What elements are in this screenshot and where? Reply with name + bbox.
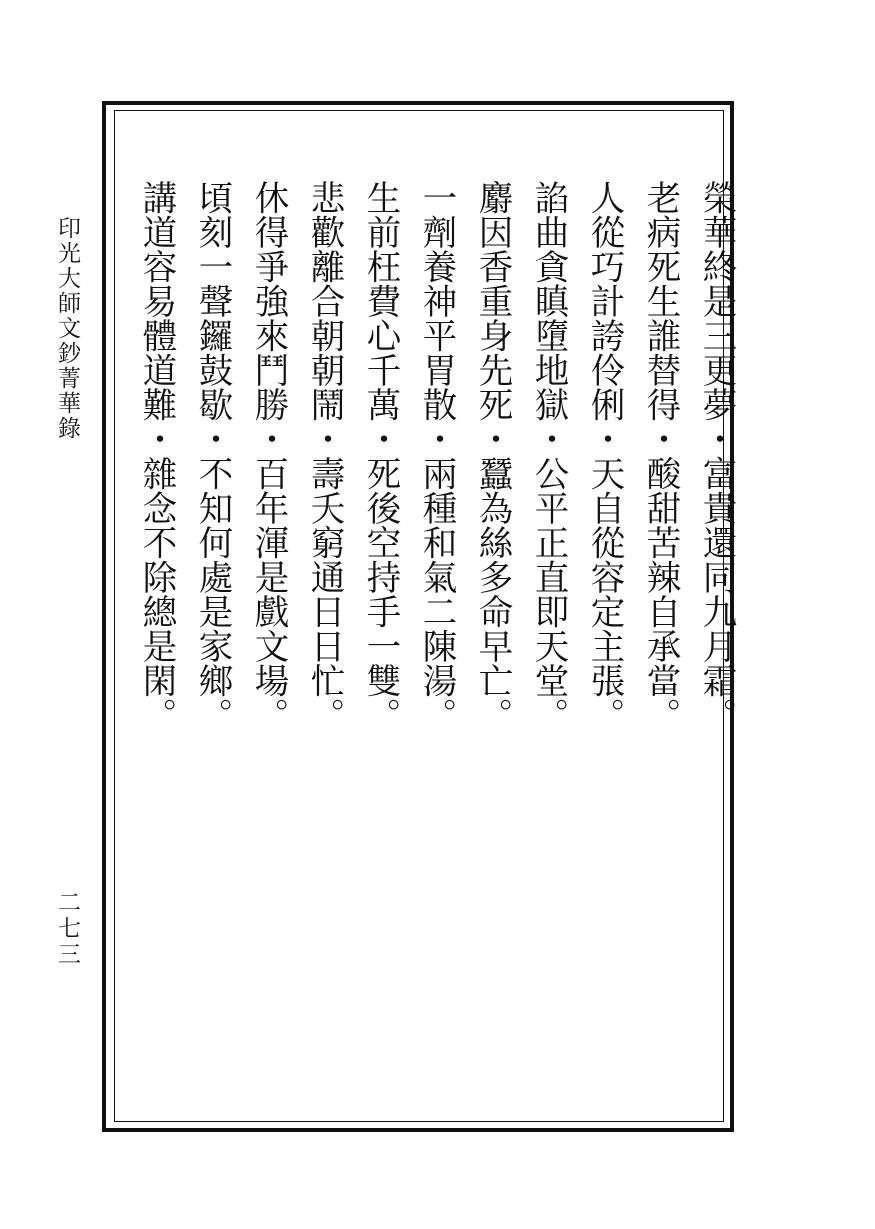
verse-line: 老病死生誰替得・酸甜苦辣自承當。 <box>640 180 680 732</box>
text-body <box>136 180 736 740</box>
verse-line: 諂曲貪瞋墮地獄・公平正直即天堂。 <box>528 180 568 732</box>
verse-line: 麝因香重身先死・蠶為絲多命早亡。 <box>472 180 512 732</box>
book-title: 印光大師文鈔菁華錄 <box>54 216 80 441</box>
verse-line: 悲歡離合朝朝鬧・壽夭窮通日日忙。 <box>304 180 344 732</box>
verse-line: 一劑養神平胃散・兩種和氣二陳湯。 <box>416 180 456 732</box>
page-number: 二七三 <box>54 890 80 968</box>
verse-line: 頃刻一聲鑼鼓歇・不知何處是家鄉。 <box>192 180 232 732</box>
verse-line: 生前枉費心千萬・死後空持手一雙。 <box>360 180 400 732</box>
verse-line: 榮華終是三更夢・富貴還同九月霜。 <box>696 180 736 732</box>
verse-line: 講道容易體道難・雜念不除總是閑。 <box>136 180 176 732</box>
verse-line: 人從巧計誇伶俐・天自從容定主張。 <box>584 180 624 732</box>
verse-line: 休得爭強來鬥勝・百年渾是戲文場。 <box>248 180 288 732</box>
